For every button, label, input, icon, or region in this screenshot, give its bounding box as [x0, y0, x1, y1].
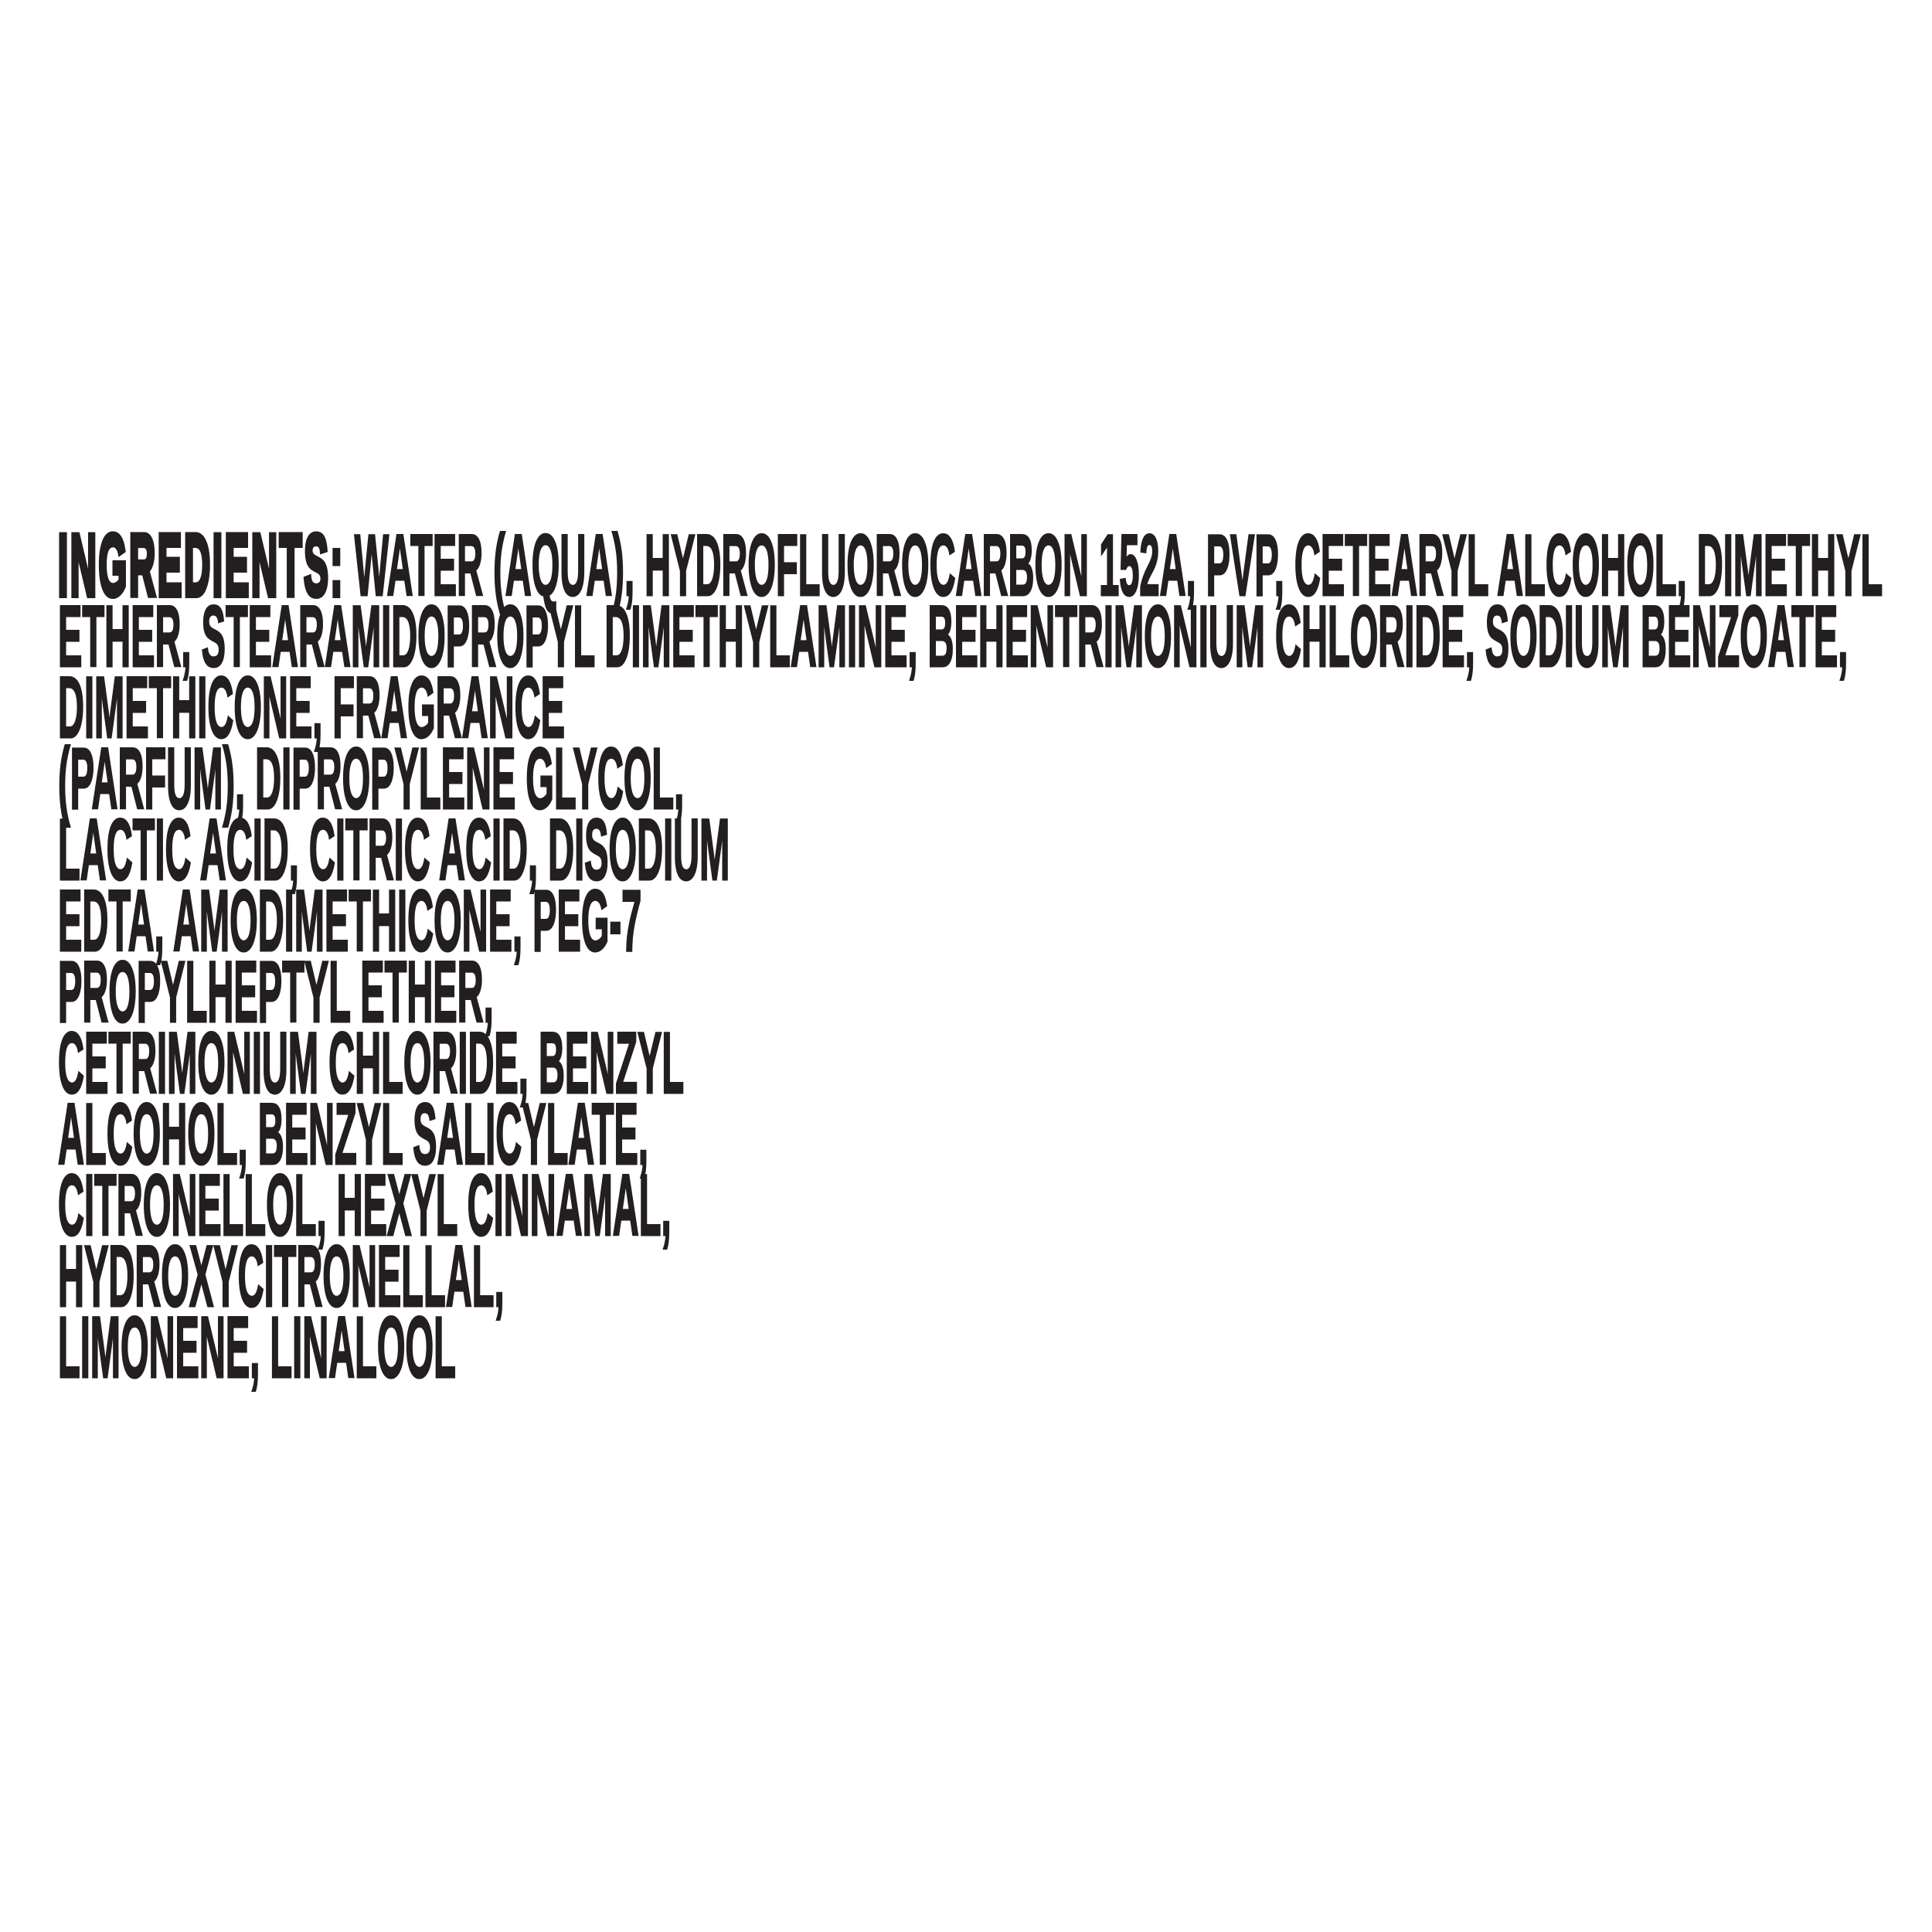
ingredients-line-12: LIMONENE, LINALOOL — [58, 1299, 456, 1396]
ingredients-line-2: ETHER, STEARAMIDOPROPYL DIMETHYLAMINE, BEHENTRIMONIUM CHLORIDE, SODIUM BENZOATE, — [58, 588, 1849, 685]
ingredients-line-7: PROPYLHEPTYL ETHER, — [58, 944, 494, 1040]
ingredients-line-1-text: WATER (AQUA), HYDROFLUOROCARBON 152A, PVP, CETEARYL ALCOHOL, DIMETHYL — [354, 517, 1883, 614]
ingredients-line-5: LACTIC ACID, CITRIC ACID, DISODIUM — [58, 801, 730, 898]
ingredients-line-10: CITRONELLOL, HEXYL CINNAMAL, — [58, 1157, 672, 1253]
ingredients-heading: INGREDIENTS: — [58, 517, 345, 614]
ingredients-text-block — [58, 517, 1932, 1396]
ingredients-line-11: HYDROXYCITRONELLAL, — [58, 1228, 505, 1325]
ingredients-line-8: CETRIMONIUM CHLORIDE, BENZYL — [58, 1015, 685, 1111]
ingredients-line-3: DIMETHICONE, FRAGRANCE — [58, 659, 565, 756]
ingredients-line-9: ALCOHOL, BENZYL SALICYLATE, — [58, 1086, 648, 1182]
ingredients-line-4: (PARFUM), DIPROPYLENE GLYCOL, — [58, 730, 685, 827]
ingredients-line-6: EDTA, AMODIMETHICONE, PEG-7 — [58, 872, 642, 969]
